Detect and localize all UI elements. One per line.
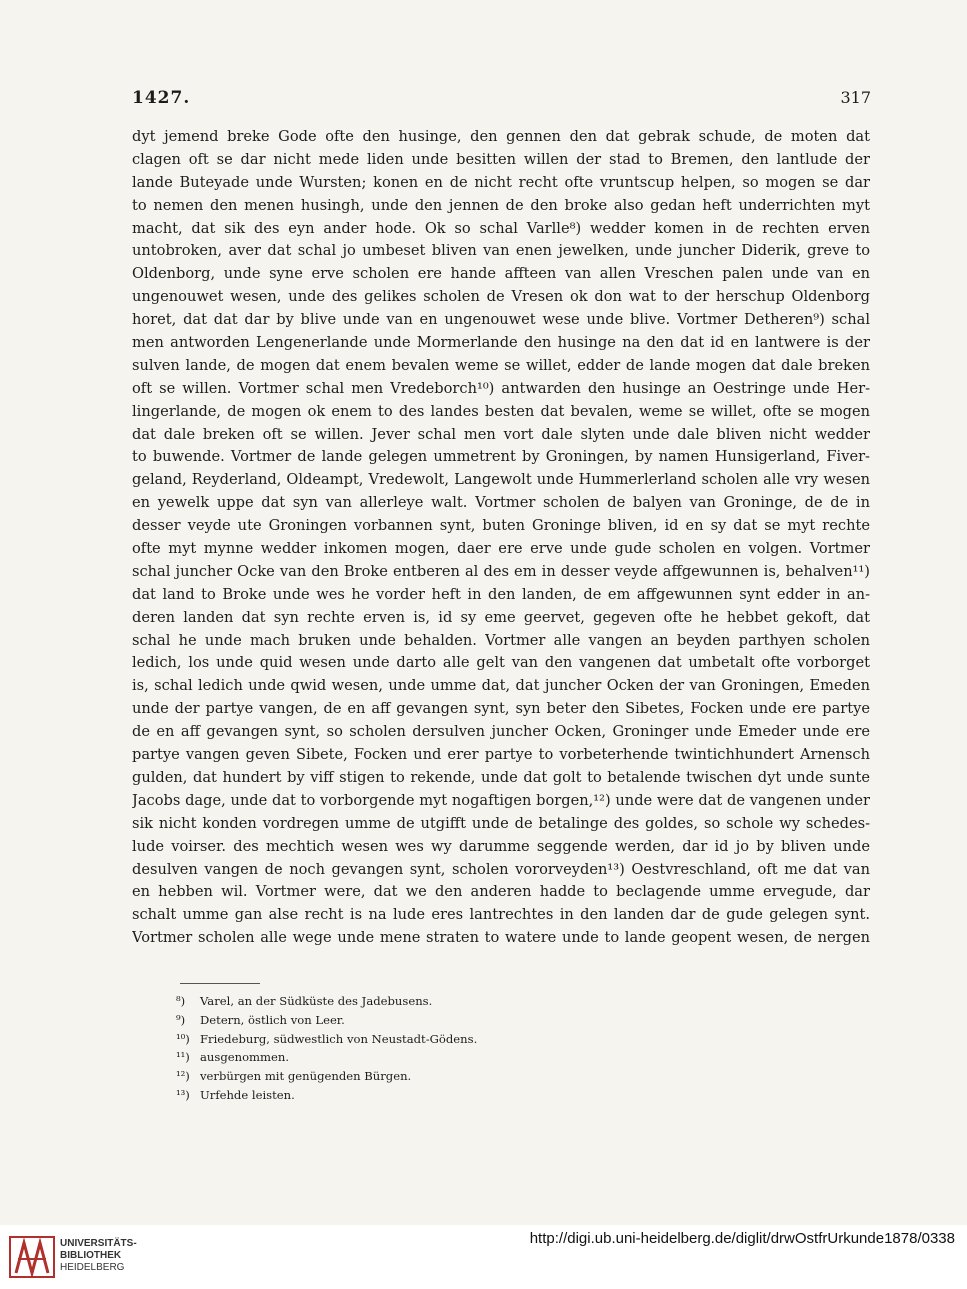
footnote-text: Detern, östlich von Leer. — [200, 1012, 345, 1027]
body-line: en yewelk uppe dat syn van allerleye walt. Vortmer scholen de balyen van Groninge, de de in — [132, 494, 870, 512]
body-line: oft se willen. Vortmer schal men Vredeborch¹⁰) antwarden den husinge an Oestringe unde Her- — [132, 379, 870, 397]
footnotes — [176, 992, 676, 1105]
footnote-item — [176, 1011, 676, 1030]
body-line: gulden, dat hundert by viff stigen to rekende, unde dat golt to betalende twischen dyt unde sunte — [132, 768, 870, 786]
body-line: untobroken, aver dat schal jo umbeset bliven van enen jewelken, unde juncher Diderik, greve to — [132, 242, 870, 260]
body-line: clagen oft se dar nicht mede liden unde besitten willen der stad to Bremen, den lantlude der — [132, 150, 870, 168]
footnote-item — [176, 1067, 676, 1086]
body-line: de en aff gevangen synt, so scholen dersulven juncher Ocken, Groninger unde Emeder unde ere — [132, 723, 870, 741]
body-line: ledich, los unde quid wesen unde darto alle gelt van den vangenen dat umbetalt ofte vorborget — [132, 654, 870, 672]
logo-line-3: HEIDELBERG — [60, 1262, 125, 1273]
body-line: men antworden Lengenerlande unde Mormerlande den husinge na den dat id en lantwere is der — [132, 334, 870, 352]
logo-line-1: UNIVERSITÄTS- — [60, 1238, 137, 1249]
source-url-link[interactable]: http://digi.ub.uni-heidelberg.de/diglit/drwOstfrUrkunde1878/0338 — [529, 1230, 955, 1247]
page-number: 317 — [840, 88, 871, 107]
body-line: macht, dat sik des eyn ander hode. Ok so schal Varlle⁸) wedder komen in de rechten erven — [132, 219, 870, 237]
body-line: desulven vangen de noch gevangen synt, scholen vororveyden¹³) Oestvreschland, oft me dat van — [132, 860, 870, 878]
footnote-text: ausgenommen. — [200, 1050, 290, 1065]
library-logo-text — [60, 1238, 137, 1274]
body-text — [132, 126, 870, 950]
body-line: ungenouwet wesen, unde des gelikes scholen de Vresen ok don wat to der herschup Oldenborg — [132, 288, 870, 306]
body-line: dat land to Broke unde wes he vorder heft in den landen, de em affgewunnen synt edder in an- — [132, 585, 870, 603]
body-line: lingerlande, de mogen ok enem to des landes besten dat bevalen, weme se willet, ofte se mogen — [132, 402, 870, 420]
footnote-item — [176, 992, 676, 1011]
footnote-number: ¹³) — [176, 1087, 190, 1102]
footnote-text: Urfehde leisten. — [200, 1087, 295, 1102]
body-line: to nemen den menen husingh, unde den jennen de den broke also gedan heft underrichten myt — [132, 196, 870, 214]
footnote-number: ¹⁰) — [176, 1031, 190, 1046]
year-heading: 1427. — [132, 88, 191, 108]
body-line: sulven lande, de mogen dat enem bevalen weme se willet, edder de lande mogen dat dale breken — [132, 356, 870, 374]
body-line: sik nicht konden vordregen umme de utgifft unde de betalinge des goldes, so schole wy schedes- — [132, 814, 870, 832]
body-line: horet, dat dat dar by blive unde van en ungenouwet wese unde blive. Vortmer Detheren⁹) schal — [132, 311, 870, 329]
body-line: schal juncher Ocke van den Broke entberen al des em in desser veyde affgewunnen is, behalven¹¹) — [132, 562, 870, 580]
footnote-text: Friedeburg, südwestlich von Neustadt-Gödens. — [200, 1031, 478, 1046]
body-line: Vortmer scholen alle wege unde mene straten to watere unde to lande geopent wesen, de nergen — [132, 929, 870, 947]
body-line: Jacobs dage, unde dat to vorborgende myt nogaftigen borgen,¹²) unde were dat de vangenen under — [132, 791, 870, 809]
footnote-text: verbürgen mit genügenden Bürgen. — [200, 1069, 412, 1084]
body-line: lande Buteyade unde Wursten; konen en de nicht recht ofte vruntscup helpen, so mogen se dar — [132, 173, 870, 191]
logo-line-2: BIBLIOTHEK — [60, 1250, 122, 1261]
body-line: Oldenborg, unde syne erve scholen ere hande affteen van allen Vreschen palen unde van en — [132, 265, 870, 283]
footnote-number: ¹¹) — [176, 1050, 190, 1065]
body-line: is, schal ledich unde qwid wesen, unde umme dat, dat juncher Ocken der van Groningen, Emeden — [132, 677, 870, 695]
body-line: to buwende. Vortmer de lande gelegen ummetrent by Groningen, by namen Hunsigerland, Fiver- — [132, 448, 870, 466]
body-line: lude voirser. des mechtich wesen wes wy darumme seggende werden, dar id jo by bliven unde — [132, 837, 870, 855]
footnote-item — [176, 1048, 676, 1067]
page-header — [132, 88, 871, 114]
body-line: en hebben wil. Vortmer were, dat we den anderen hadde to beclagende umme ervegude, dar — [132, 883, 870, 901]
body-line: schal he unde mach bruken unde behalden. Vortmer alle vangen an beyden parthyen scholen — [132, 631, 870, 649]
body-line: dat dale breken oft se willen. Jever schal men vort dale slyten unde dale bliven nicht wedder — [132, 425, 870, 443]
body-line: deren landen dat syn rechte erven is, id sy eme geervet, gegeven ofte he hebbet gekoft, dat — [132, 608, 870, 626]
body-line: partye vangen geven Sibete, Focken und erer partye to vorbeterhende twintichhundert Arnensch — [132, 746, 870, 764]
body-line: ofte myt mynne wedder inkomen mogen, daer ere erve unde gude scholen en volgen. Vortmer — [132, 540, 870, 558]
footnote-number: ⁸) — [176, 994, 186, 1008]
footnote-item — [176, 1030, 676, 1049]
body-line: desser veyde ute Groningen vorbannen synt, buten Groninge bliven, id en sy dat se myt rechte — [132, 517, 870, 535]
body-line: geland, Reyderland, Oldeampt, Vredewolt, Langewolt unde Hummerlerland scholen alle vry wesen — [132, 471, 870, 489]
footnote-divider — [180, 983, 260, 984]
footnote-text: Varel, an der Südküste des Jadebusens. — [200, 994, 433, 1008]
footnote-number: ¹²) — [176, 1069, 190, 1084]
body-line: dyt jemend breke Gode ofte den husinge, den gennen den dat gebrak schude, de moten dat — [132, 128, 870, 145]
university-seal-icon — [8, 1233, 56, 1281]
footnote-number: ⁹) — [176, 1012, 186, 1027]
footnote-item — [176, 1086, 676, 1105]
body-line: unde der partye vangen, de en aff gevangen synt, syn beter den Sibetes, Focken unde ere partye — [132, 700, 870, 718]
body-line: schalt umme gan alse recht is na lude eres lantrechtes in den landen dar de gude gelegen synt. — [132, 906, 870, 924]
